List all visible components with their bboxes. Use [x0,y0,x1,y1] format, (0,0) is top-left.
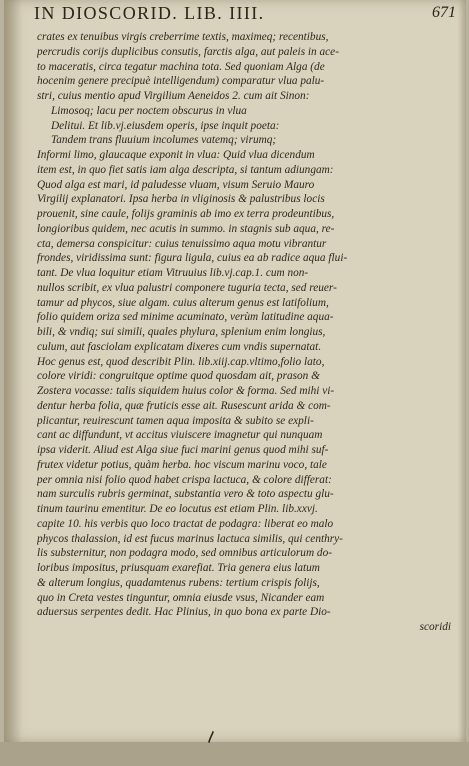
text-line: lis substernitur, non podagra modo, sed omnibus articulorum do- [37,547,332,560]
text-line: loribus impositus, priusquam exarefiat. Tria genera eius latum [37,562,320,574]
text-line: phycos thalassion, id est fucus marinus lactuca similis, qui centhry- [37,532,343,545]
text-line: bili, & vndiq; sui simili, quales phylura, splenium enim longius, [37,326,326,338]
text-line: crates ex tenuibus virgis creberrime textis, maximeq; recentibus, [37,31,329,43]
running-head: IN DIOSCORID. LIB. IIII. [34,3,265,23]
ink-mark-icon [206,731,218,743]
verse-line: Tandem trans fluuium incolumes vatemq; virumq; [51,134,277,147]
text-line: Quod alga est mari, id paludesse vluam, visum Seruio Mauro [37,178,315,191]
text-line: tinum taurinu ementitur. De eo locutus est etiam Plin. lib.xxvj. [37,503,318,515]
text-line: frutex videtur potius, quàm herba. hoc viscum marinu voco, tale [37,458,327,471]
scan-background-strip [0,742,469,766]
text-line: Virgilij explanatori. Ipsa herba in vliginosis & palustribus locis [37,193,325,206]
text-line: Informi limo, glaucaque exponit in vlua: Quid vlua dicendum [37,149,315,161]
text-block [37,30,455,635]
text-line: tamur ad phycos, siue algam. cuius alterum genus est latifolium, [37,296,329,309]
folio-number: 671 [432,4,456,21]
text-line: prouenit, sine caule, folijs graminis ab imo ex terra prodeuntibus, [37,208,335,220]
text-line: quo in Creta vestes tinguntur, omnia eiusde vsus, Nicander eam [37,591,325,604]
text-line: culum, aut fasciolam explicatam dixeres cum vndis supernatat. [37,340,322,353]
text-line: nam surculis rubris germinat, substantia vero & toto aspectu glu- [37,488,334,501]
text-line: cant ac diffundunt, vt accitus viuiscere imagnetur qui nunquam [37,429,323,442]
text-line: stri, cuius mentio apud Virgilium Aeneidos 2. cum ait Sinon: [37,90,310,102]
text-line: to maceratis, circa tegatur machina tota. Sed quoniam Alga (de [37,60,325,73]
text-line: dentur herba folia, quæ fruticis esse ait. Rusescunt arida & com- [37,399,331,412]
text-line: Zostera vocasse: talis siquidem huius color & forma. Sed mihi vi- [37,385,335,397]
text-line: plicantur, reuirescunt tamen aqua imposita & subito se expli- [37,414,314,427]
text-line: longioribus quidem, nec acutis in summo. in stagnis sub aqua, re- [37,222,335,235]
text-line: tant. De vlua loquitur etiam Vitruuius lib.vj.cap.1. cum non- [37,267,309,279]
text-line: capite 10. his verbis quo loco tractat de podagra: liberat eo malo [37,517,334,530]
text-line: item est, in quo fiet satis iam alga descripta, si tantum adiungam: [37,163,334,176]
text-line: aduersus serpentes dedit. Hac Plinius, in quo bona ex parte Dio- [37,606,331,619]
text-line: frondes, viridissima sunt: figura ligula, cuius ea ab radice aqua flui- [37,252,348,265]
page-gutter-shadow [4,0,22,742]
text-line: ipsa viderit. Aliud est Alga siue fuci marini genus quod mihi suf- [37,444,329,456]
catchword: scoridi [419,621,451,633]
text-line: percrudis corijs duplicibus consutis, farctis alga, aut paleis in ace- [37,45,339,58]
book-page [4,0,466,742]
text-line: nullos scribit, ex vlua palustri componere tuguria tecta, sed reuer- [37,281,337,294]
page-header [26,3,456,25]
text-line: cta, demersa conspicitur: cuius tenuissimo aqua motu vibrantur [37,237,327,250]
text-line: Hoc genus est, quod describit Plin. lib.xiij.cap.vltimo,folio lato, [37,355,325,368]
text-line: folio quidem oriza sed minime acuminato, verùm latitudine aqua- [37,311,334,324]
text-line: & alterum longius, quadamtenus rubens: tertium crispis folijs, [37,576,320,589]
page-edge-shadow [458,0,466,742]
text-line: hocenim genere precipuè intelligendum) comparatur vlua palu- [37,75,325,88]
text-line: Delitui. Et lib.vj.eiusdem operis, ipse inquit poeta: [51,119,280,132]
text-line: colore viridi: congruitque optime quod quosdam ait, prason & [37,370,320,383]
verse-line: Limosoq; lacu per noctem obscurus in vlua [51,104,247,117]
text-line: per omnia nisi folio quod habet crispa lactuca, & colore differat: [37,473,332,486]
